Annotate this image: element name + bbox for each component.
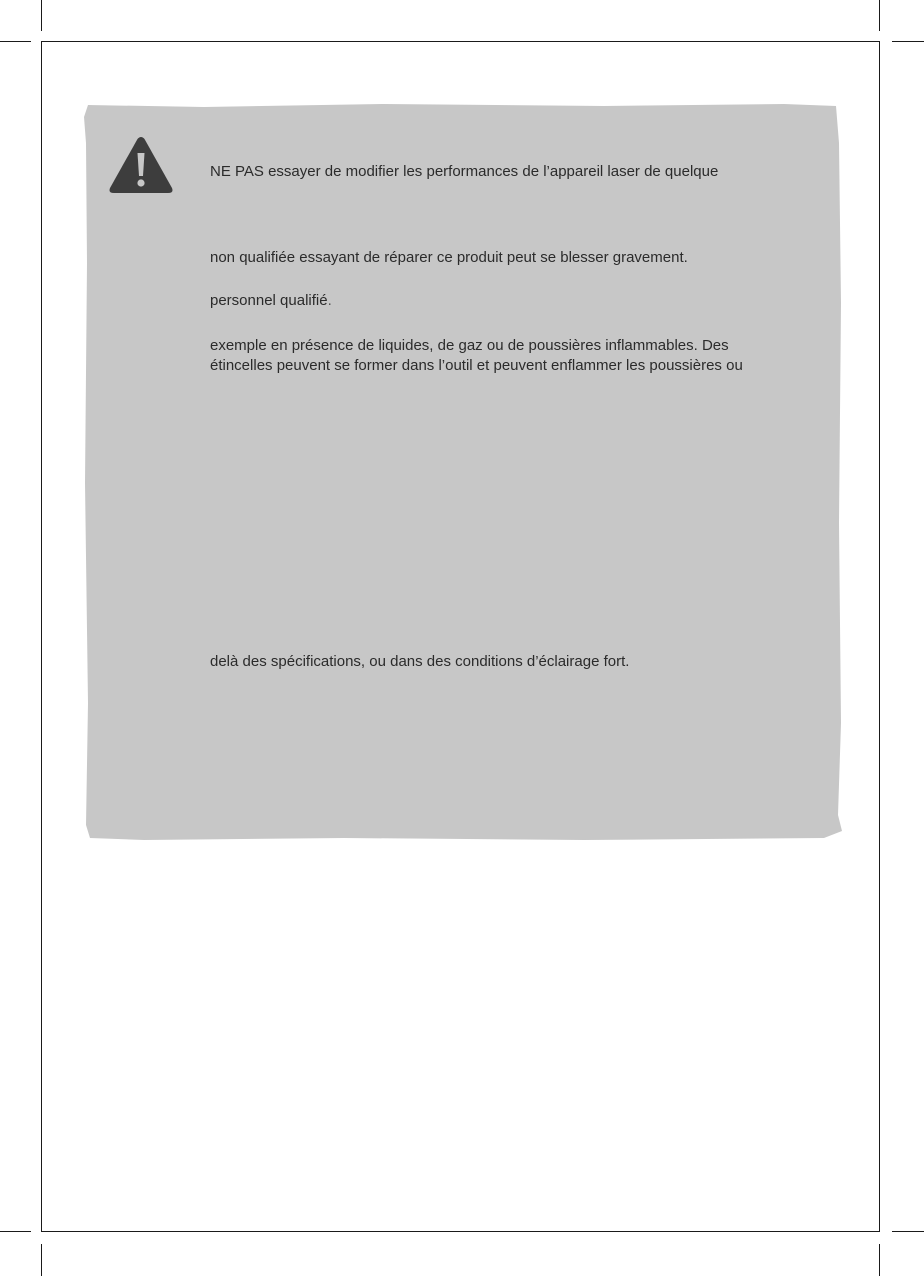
crop-mark-bottom-left-horizontal	[0, 1231, 31, 1232]
warning-line-6: delà des spécifications, ou dans des conditions d’éclairage fort.	[210, 653, 630, 670]
warning-line-2: non qualifiée essayant de réparer ce produit peut se blesser gravement.	[210, 249, 688, 266]
warning-line-5: étincelles peuvent se former dans l’outil et peuvent enflammer les poussières ou	[210, 357, 743, 374]
warning-line-1: NE PAS essayer de modifier les performances de l’appareil laser de quelque	[210, 163, 719, 180]
crop-mark-top-right-horizontal	[892, 41, 924, 42]
crop-mark-top-right-vertical	[879, 0, 880, 31]
warning-panel-background	[84, 103, 842, 841]
warning-line-4: exemple en présence de liquides, de gaz ou de poussières inflammables. Des	[210, 337, 729, 354]
crop-mark-bottom-right-horizontal	[892, 1231, 924, 1232]
warning-line-3-text: personnel qualifié	[210, 292, 328, 309]
crop-mark-bottom-right-vertical	[879, 1244, 880, 1276]
crop-mark-bottom-left-vertical	[41, 1244, 42, 1276]
warning-panel	[84, 103, 842, 841]
warning-line-3	[210, 291, 332, 311]
crop-mark-top-left-horizontal	[0, 41, 31, 42]
crop-mark-top-left-vertical	[41, 0, 42, 31]
warning-line-3-dot: .	[327, 292, 332, 309]
warning-triangle-icon	[108, 136, 174, 196]
